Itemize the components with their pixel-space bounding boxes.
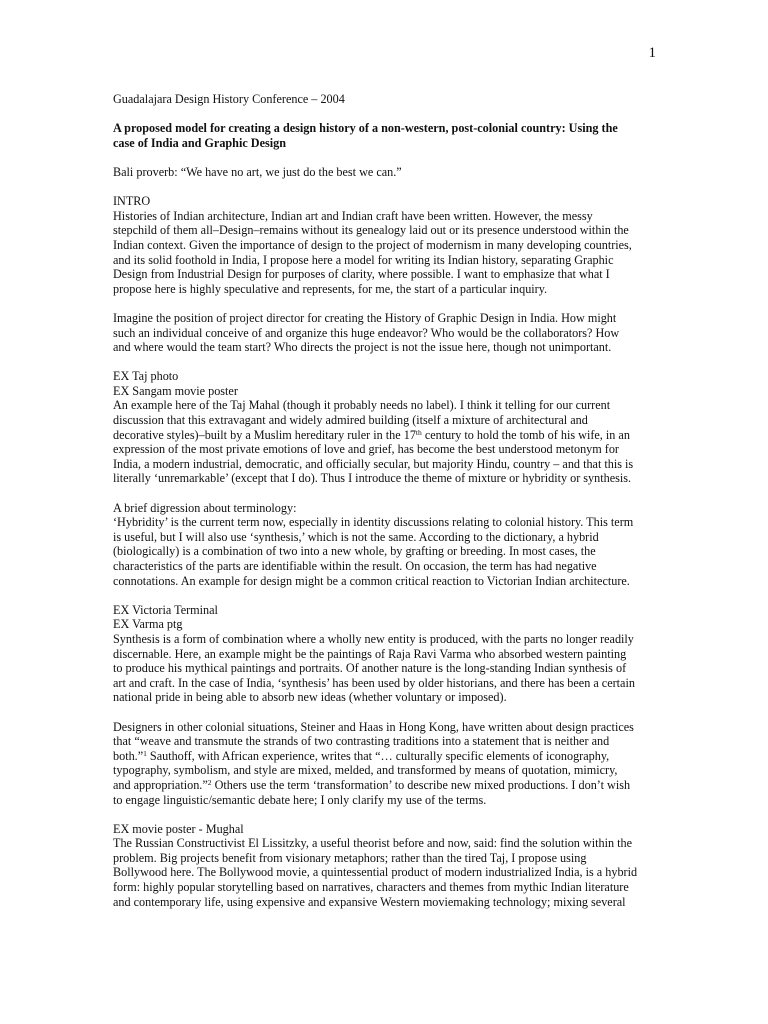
text-line	[113, 793, 658, 808]
text-line	[113, 501, 658, 516]
line-text: INTRO	[113, 194, 151, 209]
text-line	[113, 851, 658, 866]
line-text: An example here of the Taj Mahal (though it probably needs no label). I think it telling for our current	[113, 398, 611, 413]
text-line	[113, 165, 658, 180]
text-line	[113, 895, 658, 910]
line-text: A proposed model for creating a design history of a non-western, post-colonial country: Using the	[113, 121, 618, 136]
text-line	[113, 92, 658, 107]
text-line	[113, 530, 658, 545]
text-line	[113, 822, 658, 837]
text-line	[113, 778, 658, 793]
text-line	[113, 574, 658, 589]
line-text: stepchild of them all–Design–remains without its genealogy laid out or its presence understood within the	[113, 223, 629, 238]
line-text: propose here is highly speculative and represents, for me, the start of a particular inquiry.	[113, 281, 548, 296]
line-text: Bali proverb: “We have no art, we just do the best we can.”	[113, 164, 402, 179]
text-line	[113, 632, 658, 647]
text-line	[113, 603, 658, 618]
text-line	[113, 384, 658, 399]
text-line	[113, 194, 658, 209]
paragraph-gap	[113, 588, 658, 603]
line-text: Design from Industrial Design for purposes of clarity, where possible. I want to emphasize that what I	[113, 267, 610, 282]
line-text: form: highly popular storytelling based on narratives, characters and themes from mythic Indian literature	[113, 880, 629, 895]
line-text: discernable. Here, an example might be the paintings of Raja Ravi Varma who absorbed western painting	[113, 646, 627, 661]
text-line	[113, 311, 658, 326]
document-title-line	[113, 121, 658, 136]
text-line	[113, 398, 658, 413]
line-text: to produce his mythical paintings and portraits. Of another nature is the long-standing Indian synthesis of	[113, 661, 627, 676]
line-text-continued: century to hold the tomb of his wife, in an	[421, 427, 630, 442]
line-text: art and craft. In the case of India, ‘synthesis’ has been used by older historians, and there has been a certain	[113, 675, 635, 690]
text-line	[113, 749, 658, 764]
line-text: EX Varma ptg	[113, 617, 183, 632]
text-line	[113, 471, 658, 486]
line-text: EX movie poster - Mughal	[113, 821, 244, 836]
line-text: Guadalajara Design History Conference – 2004	[113, 92, 345, 106]
text-line	[113, 880, 658, 895]
text-line	[113, 326, 658, 341]
line-text: Imagine the position of project director for creating the History of Graphic Design in India. How might	[113, 310, 617, 325]
text-line	[113, 647, 658, 662]
text-line	[113, 836, 658, 851]
paragraph-gap	[113, 296, 658, 311]
line-text: India, a modern industrial, democratic, and officially secular, but majority Hindu, country – and that this is	[113, 456, 634, 471]
text-line	[113, 734, 658, 749]
line-text: EX Victoria Terminal	[113, 602, 218, 617]
superscript: th	[415, 427, 422, 437]
text-line	[113, 457, 658, 472]
line-text: problem. Big projects benefit from visionary metaphors; rather than the tired Taj, I propose using	[113, 850, 587, 865]
paragraph-gap	[113, 180, 658, 195]
line-text: decorative styles)–built by a Muslim hereditary ruler in the 17	[113, 427, 416, 442]
text-line	[113, 413, 658, 428]
line-text: literally ‘unremarkable’ (except that I do). Thus I introduce the theme of mixture or hybridity or synthesis.	[113, 471, 632, 486]
line-text: EX Taj photo	[113, 369, 179, 384]
superscript: 1	[143, 748, 147, 758]
text-line	[113, 238, 658, 253]
text-line	[113, 720, 658, 735]
text-line	[113, 442, 658, 457]
text-line	[113, 209, 658, 224]
text-line	[113, 690, 658, 705]
text-line	[113, 428, 658, 443]
line-text: case of India and Graphic Design	[113, 135, 287, 150]
text-line	[113, 340, 658, 355]
paragraph-gap	[113, 705, 658, 720]
line-text: EX Sangam movie poster	[113, 383, 238, 398]
line-text: Histories of Indian architecture, Indian art and Indian craft have been written. However, the messy	[113, 208, 593, 223]
line-text: Indian context. Given the importance of design to the project of modernism in many developing countries,	[113, 237, 632, 252]
line-text: to engage linguistic/semantic debate here; I only clarify my use of the terms.	[113, 792, 487, 807]
line-text: such an individual conceive of and organize this huge endeavor? Who would be the collaborators? How	[113, 325, 620, 340]
line-text: Designers in other colonial situations, Steiner and Haas in Hong Kong, have written about design practices	[113, 719, 634, 734]
line-text: discussion that this extravagant and widely admired building (itself a mixture of architectural and	[113, 413, 588, 428]
line-text: both.”	[113, 748, 144, 763]
line-text: national pride in being able to absorb new ideas (whether voluntary or imposed).	[113, 690, 507, 705]
line-text: ‘Hybridity’ is the current term now, especially in identity discussions relating to colonial history. This term	[113, 515, 634, 530]
line-text: characteristics of the parts are identifiable within the result. On occasion, the term has had negative	[113, 559, 597, 573]
paragraph-gap	[113, 807, 658, 822]
paragraph-gap	[113, 107, 658, 122]
line-text: and contemporary life, using expensive and expansive Western moviemaking technology; mixing several	[113, 894, 626, 909]
line-text: A brief digression about terminology:	[113, 500, 297, 515]
text-line	[113, 763, 658, 778]
text-line	[113, 253, 658, 268]
document-body	[113, 92, 658, 909]
line-text: and appropriation.”	[113, 777, 208, 792]
paragraph-gap	[113, 355, 658, 370]
superscript: 2	[207, 777, 212, 787]
line-text: typography, symbolism, and style are mixed, melded, and transformed by means of quotation, mimicry,	[113, 763, 618, 778]
text-line	[113, 369, 658, 384]
line-text: is useful, but I will also use ‘synthesis,’ which is not the same. According to the dictionary, a hybrid	[113, 529, 599, 544]
page-number: 1	[648, 45, 656, 61]
text-line	[113, 515, 658, 530]
text-line	[113, 559, 658, 574]
line-text: expression of the most private emotions of love and grief, has become the best understood metonym for	[113, 442, 619, 457]
line-text-continued: Sauthoff, with African experience, writes that “… culturally specific elements of iconography,	[146, 748, 610, 763]
text-line	[113, 661, 658, 676]
text-line	[113, 676, 658, 691]
line-text: Bollywood here. The Bollywood movie, a quintessential product of modern industrialized India, is a hybrid	[113, 865, 638, 880]
text-line	[113, 544, 658, 559]
line-text-continued: Others use the term ‘transformation’ to describe new mixed productions. I don’t wish	[211, 777, 631, 792]
text-line	[113, 617, 658, 632]
line-text: that “weave and transmute the strands of two contrasting traditions into a statement that is neither and	[113, 734, 610, 749]
line-text: connotations. An example for design might be a common critical reaction to Victorian Indian architecture.	[113, 573, 630, 588]
paragraph-gap	[113, 486, 658, 501]
line-text: The Russian Constructivist El Lissitzky, a useful theorist before and now, said: find the solution within the	[113, 836, 633, 851]
text-line	[113, 223, 658, 238]
line-text: and where would the team start? Who directs the project is not the issue here, though not unimportant.	[113, 340, 612, 355]
document-title-line	[113, 136, 658, 151]
line-text: Synthesis is a form of combination where a wholly new entity is produced, with the parts no longer readily	[113, 631, 634, 646]
text-line	[113, 282, 658, 297]
paragraph-gap	[113, 150, 658, 165]
line-text: (biologically) is a combination of two into a new whole, by grafting or breeding. In most cases, the	[113, 544, 596, 559]
line-text: and its solid foothold in India, I propose here a model for writing its Indian history, separating Graphic	[113, 252, 614, 267]
text-line	[113, 267, 658, 282]
text-line	[113, 865, 658, 880]
